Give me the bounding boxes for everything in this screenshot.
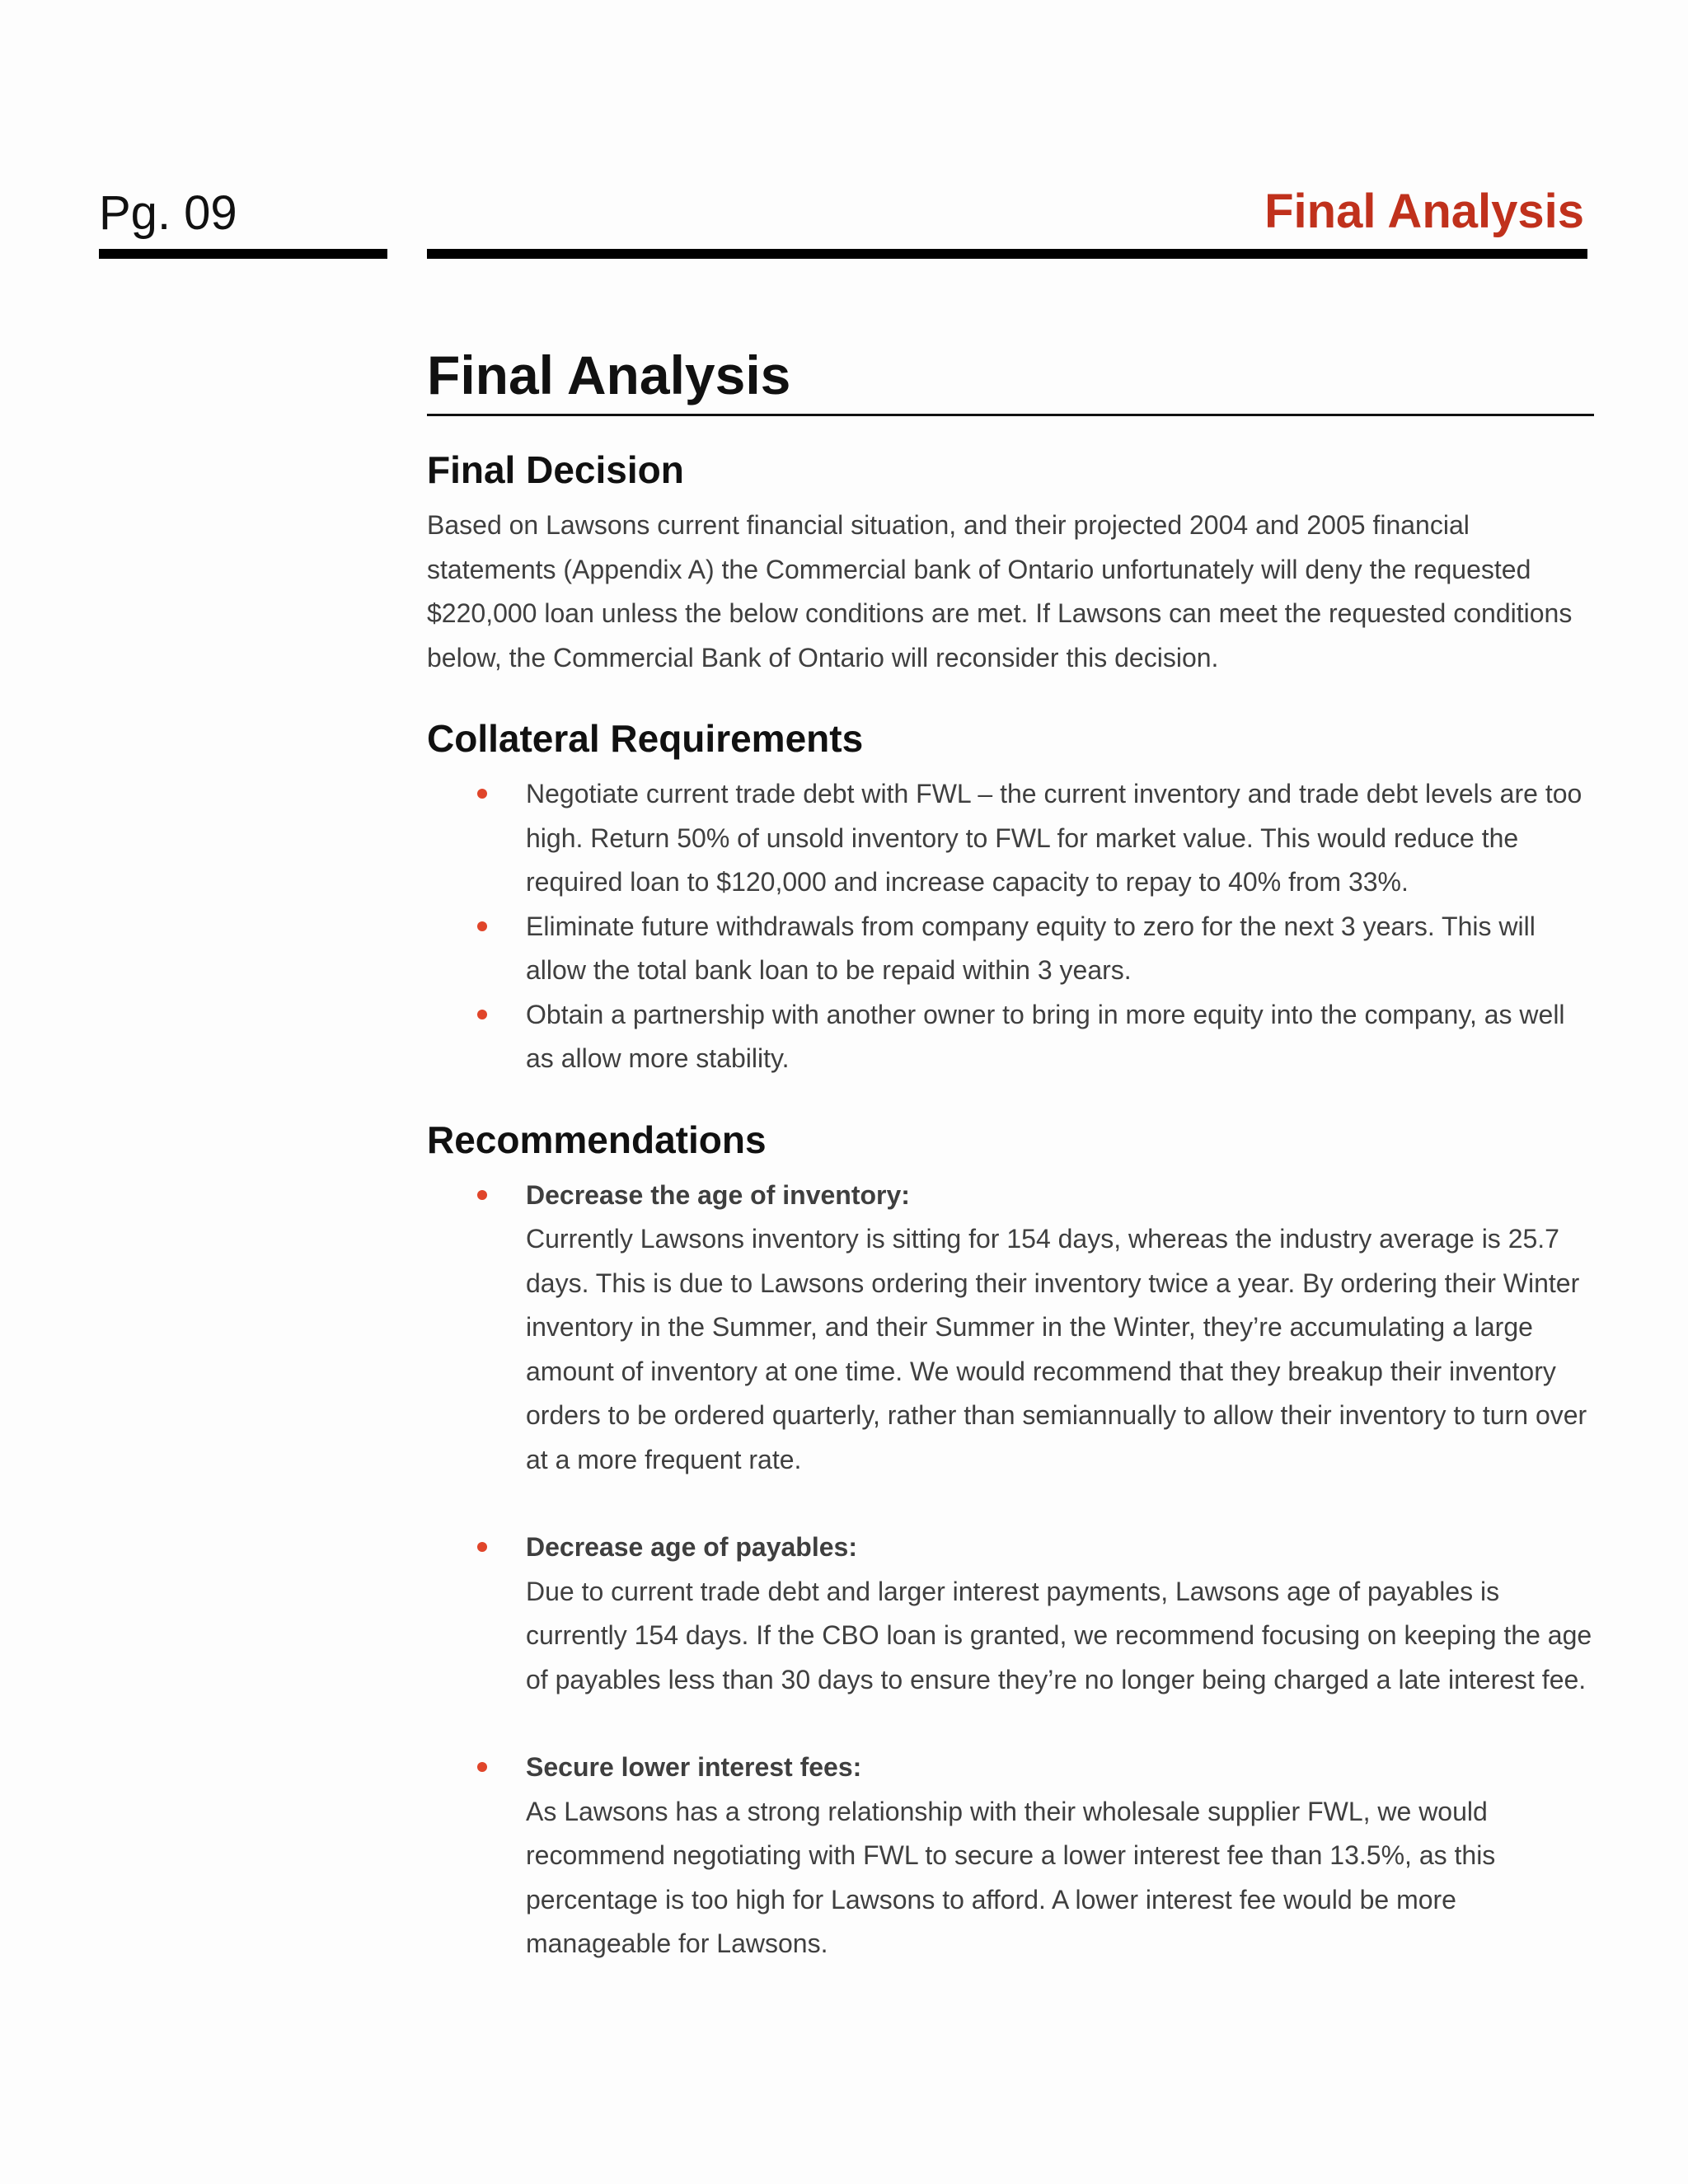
title-underline: [427, 414, 1594, 416]
bullet-icon: [477, 1762, 487, 1772]
list-item: [427, 772, 1592, 905]
recommendation-title: Decrease the age of inventory:: [526, 1179, 910, 1210]
list-item: [427, 905, 1592, 993]
recommendations-section: [427, 1116, 1592, 1966]
list-item: [427, 1174, 1592, 1483]
list-item: [427, 1746, 1592, 1966]
recommendation-body: Currently Lawsons inventory is sitting for 154 days, whereas the industry average is 25.7 days. This is due to Lawsons ordering their inventory twice a year. By ordering their Winter inventory in the Summer, and their Summer in the Winter, they’re accumulating a large amount of inventory at one time. We would recommend that they breakup their inventory orders to be ordered quarterly, rather than semiannually to allow their inventory to turn over at a more frequent rate.: [526, 1224, 1587, 1474]
bullet-icon: [477, 1190, 487, 1200]
bullet-icon: [477, 921, 487, 931]
list-item: [427, 1526, 1592, 1702]
collateral-list: [427, 772, 1592, 1081]
header-rule-right: [427, 249, 1587, 259]
list-item-text: Negotiate current trade debt with FWL – the current inventory and trade debt levels are too high. Return 50% of unsold inventory to FWL for market value. This would reduce the required loan to $120,000 and increase capacity to repay to 40% from 33%.: [526, 779, 1582, 897]
bullet-icon: [477, 1010, 487, 1019]
main-content: [427, 341, 1592, 2001]
recommendation-body: As Lawsons has a strong relationship with their wholesale supplier FWL, we would recommend negotiating with FWL to secure a lower interest fee than 13.5%, as this percentage is too high for Lawsons to afford. A lower interest fee would be more manageable for Lawsons.: [526, 1796, 1496, 1958]
recommendation-body: Due to current trade debt and larger interest payments, Lawsons age of payables is currently 154 days. If the CBO loan is granted, we recommend focusing on keeping the age of payables less than 30 days to ensure they’re no longer being charged a late interest fee.: [526, 1576, 1592, 1694]
page-number: Pg. 09: [99, 186, 237, 240]
bullet-icon: [477, 1542, 487, 1552]
list-item-text: Obtain a partnership with another owner to bring in more equity into the company, as well as allow more stability.: [526, 999, 1565, 1073]
final-decision-paragraph: Based on Lawsons current financial situation, and their projected 2004 and 2005 financial statements (Appendix A) the Commercial bank of Ontario unfortunately will deny the requested $220,000 loan unless the below conditions are met. If Lawsons can meet the requested conditions below, the Commercial Bank of Ontario will reconsider this decision.: [427, 510, 1573, 673]
final-decision-section: [427, 446, 1592, 680]
page-title: Final Analysis: [427, 344, 791, 405]
recommendations-heading: Recommendations: [427, 1118, 767, 1161]
header-section-title: Final Analysis: [1264, 185, 1584, 238]
header-rule-left: [99, 249, 387, 259]
list-item-text: Eliminate future withdrawals from company equity to zero for the next 3 years. This will allow the total bank loan to be repaid within 3 years.: [526, 911, 1536, 985]
list-item: [427, 993, 1592, 1081]
recommendation-title: Decrease age of payables:: [526, 1532, 857, 1562]
recommendation-title: Secure lower interest fees:: [526, 1752, 862, 1782]
collateral-section: [427, 715, 1592, 1081]
recommendations-list: [427, 1174, 1592, 1966]
collateral-heading: Collateral Requirements: [427, 717, 864, 760]
final-decision-heading: Final Decision: [427, 448, 684, 491]
bullet-icon: [477, 789, 487, 799]
